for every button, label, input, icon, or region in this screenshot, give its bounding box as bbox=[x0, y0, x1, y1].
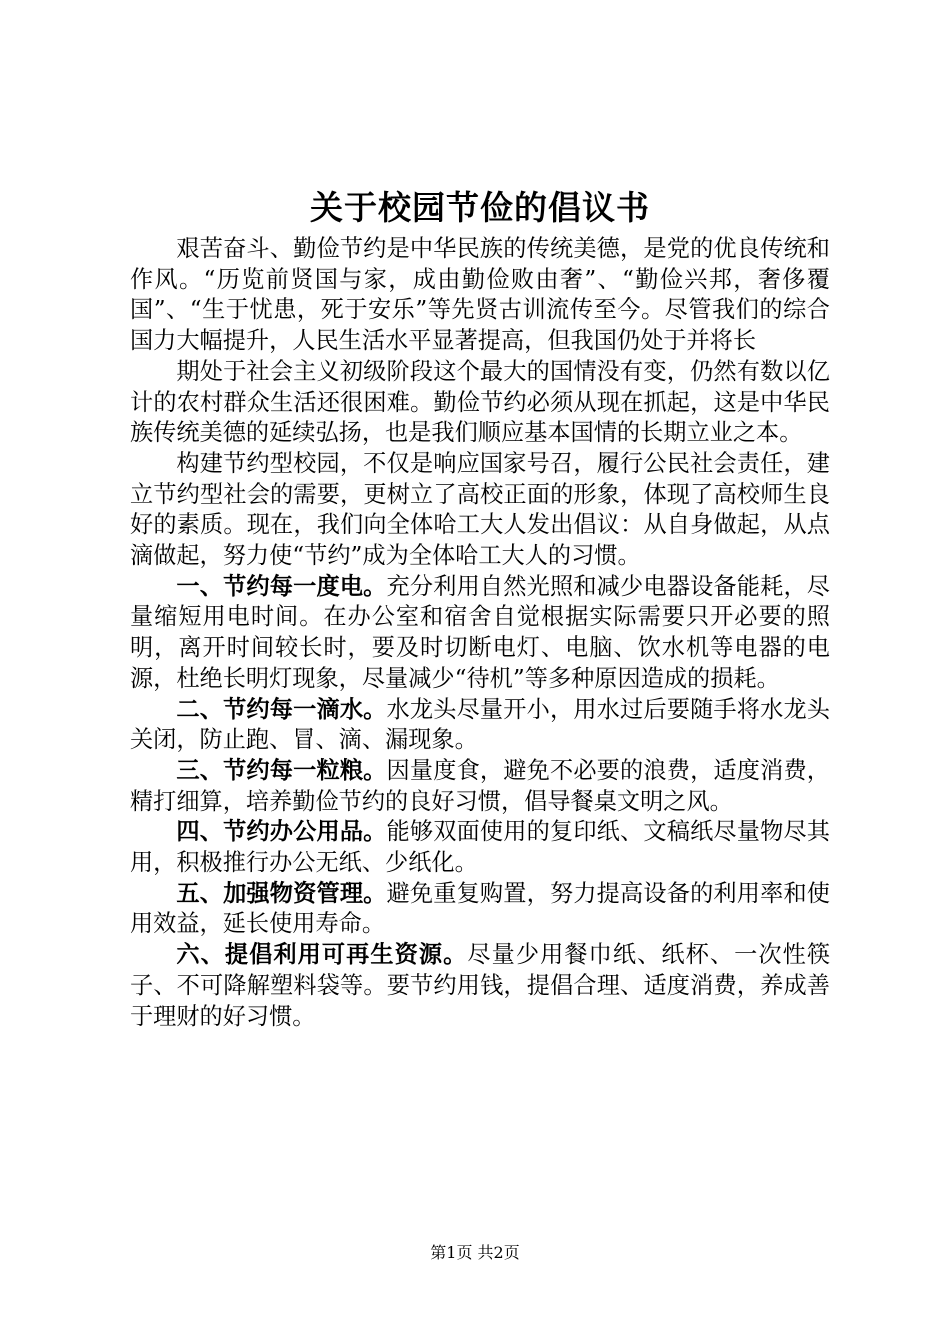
proposal-text: 充分利用自然光照和减少电器设备能耗，尽量缩短用电时间。在办公室和宿舍自觉根据实际需要只开必要的照明，离开时间较长时，要及时切断电灯、电脑、饮水机等电器的电源，杜绝长明灯现象，尽量减少“待机”等多种原因造成的损耗。 bbox=[130, 572, 830, 692]
page-footer: 第1页 共2页 bbox=[430, 1243, 520, 1262]
intro-paragraph-1: 艰苦奋斗、勤俭节约是中华民族的传统美德，是党的优良传统和作风。“历览前贤国与家，成由勤俭败由奢”、“勤俭兴邦，奢侈覆国”、“生于忧患，死于安乐”等先贤古训流传至今。尽管我们的综合国力大幅提升，人民生活水平显著提高，但我国仍处于并将长 bbox=[130, 235, 830, 355]
proposal-heading: 六、提倡利用可再生资源。 bbox=[176, 941, 468, 969]
proposal-heading: 四、节约办公用品。 bbox=[176, 818, 387, 846]
intro-paragraph-2: 期处于社会主义初级阶段这个最大的国情没有变，仍然有数以亿计的农村群众生活还很困难。勤俭节约必须从现在抓起，这是中华民族传统美德的延续弘扬，也是我们顺应基本国情的长期立业之本。 bbox=[130, 357, 830, 447]
proposal-text: 避免重复购置，努力提高设备的利用率和使用效益，延长使用寿命。 bbox=[130, 879, 830, 938]
proposal-text: 能够双面使用的复印纸、文稿纸尽量物尽其用，积极推行办公无纸、少纸化。 bbox=[130, 818, 830, 877]
proposal-text: 因量度食，避免不必要的浪费，适度消费，精打细算，培养勤俭节约的良好习惯，倡导餐桌文明之风。 bbox=[130, 756, 830, 815]
proposal-paragraph-4 bbox=[130, 817, 830, 878]
document-body bbox=[130, 234, 830, 1032]
document-page bbox=[130, 182, 830, 1032]
proposal-text: 水龙头尽量开小，用水过后要随手将水龙头关闭，防止跑、冒、滴、漏现象。 bbox=[130, 695, 830, 754]
proposal-text: 尽量少用餐巾纸、纸杯、一次性筷子、不可降解塑料袋等。要节约用钱，提倡合理、适度消费，养成善于理财的好习惯。 bbox=[130, 941, 831, 1030]
proposal-heading: 一、节约每一度电。 bbox=[176, 572, 387, 600]
proposal-paragraph-2 bbox=[130, 695, 830, 756]
proposal-paragraph-5 bbox=[130, 879, 830, 940]
proposal-paragraph-6 bbox=[130, 940, 830, 1032]
proposal-heading: 五、加强物资管理。 bbox=[176, 879, 387, 907]
intro-paragraph-3: 构建节约型校园，不仅是响应国家号召，履行公民社会责任，建立节约型社会的需要，更树立了高校正面的形象，体现了高校师生良好的素质。现在，我们向全体哈工大人发出倡议：从自身做起，从点滴做起，努力使“节约”成为全体哈工大人的习惯。 bbox=[130, 449, 830, 570]
proposal-heading: 二、节约每一滴水。 bbox=[176, 695, 387, 723]
proposal-paragraph-1 bbox=[130, 572, 830, 695]
proposal-heading: 三、节约每一粒粮。 bbox=[176, 756, 387, 784]
proposal-paragraph-3 bbox=[130, 756, 830, 817]
document-title: 关于校园节俭的倡议书 bbox=[310, 188, 650, 227]
